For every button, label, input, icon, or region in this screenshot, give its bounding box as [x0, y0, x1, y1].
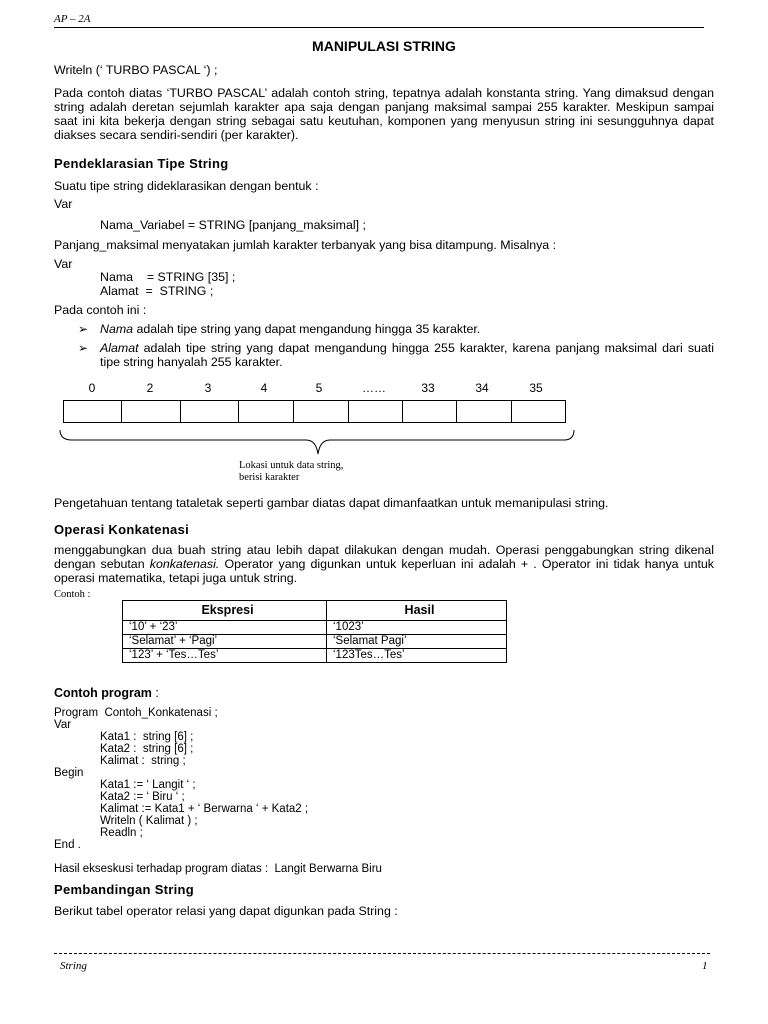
caption-line: berisi karakter	[239, 472, 300, 483]
table-cell: ‘Selamat Pagi’	[327, 635, 507, 649]
diagram-note: Pengetahuan tentang tataletak seperti gambar diatas dapat dimanfaatkan untuk memanipulasi string.	[54, 496, 609, 510]
code-line: End .	[54, 839, 81, 851]
cell-index: 3	[204, 381, 212, 395]
column-header: Hasil	[327, 601, 507, 621]
declaration-nama: Nama = STRING [35] ;	[100, 270, 236, 284]
panjang-maksimal-explanation: Panjang_maksimal menyatakan jumlah karakter terbanyak yang bisa ditampung. Misalnya :	[54, 238, 557, 252]
code-line: Kata2 : string [6] ;	[100, 743, 194, 755]
bullet-term: Alamat	[100, 341, 139, 355]
string-cell	[122, 401, 181, 422]
bullet-term: Nama	[100, 322, 134, 336]
code-line: Var	[54, 719, 72, 731]
declaration-alamat: Alamat = STRING ;	[100, 284, 214, 298]
cell-index: 33	[421, 381, 435, 395]
column-header: Ekspresi	[123, 601, 327, 621]
table-header-row	[123, 601, 507, 621]
code-line: Kata2 := ‘ Biru ‘ ;	[100, 791, 185, 803]
code-line: Program Contoh_Konkatenasi ;	[54, 707, 218, 719]
caption-line: Lokasi untuk data string,	[239, 460, 344, 471]
footer-topic: String	[60, 960, 87, 972]
program-heading-colon: :	[151, 686, 159, 700]
arrow-bullet-icon: ➢	[78, 341, 89, 355]
intro-paragraph: Pada contoh diatas ‘TURBO PASCAL’ adalah contoh string, tepatnya adalah konstanta string. Yang dimaksud dengan string adalah deretan sejumlah karakter apa saja dengan panjang maksimal sampai 255 karakter. Meskipun sampai saat ini kita bekerja dengan string sebagai satu keutuhan, komponen yang menyusun string ini sesungguhnya dapat diakses secara sendiri-sendiri (per karakter).	[54, 86, 714, 142]
section-heading-comparison: Pembandingan String	[54, 882, 195, 897]
section-heading-declaration: Pendeklarasian Tipe String	[54, 156, 229, 171]
header-rule	[54, 27, 704, 28]
var-keyword: Var	[54, 257, 73, 271]
arrow-bullet-icon: ➢	[78, 322, 89, 336]
section-heading-concatenation: Operasi Konkatenasi	[54, 522, 190, 537]
table-cell: ‘1023’	[327, 621, 507, 635]
cell-index: ……	[362, 381, 386, 395]
string-cell	[403, 401, 457, 422]
page-title: MANIPULASI STRING	[312, 38, 456, 54]
var-keyword: Var	[54, 197, 73, 211]
code-line: Writeln ( Kalimat ) ;	[100, 815, 198, 827]
program-result: Hasil ekseskusi terhadap program diatas : Langit Berwarna Biru	[54, 863, 382, 875]
cell-index: 4	[260, 381, 268, 395]
cell-index: 2	[146, 381, 154, 395]
example-intro: Pada contoh ini :	[54, 303, 147, 317]
table-row	[123, 621, 507, 635]
comparison-intro: Berikut tabel operator relasi yang dapat digunkan pada String :	[54, 904, 398, 918]
string-cell	[181, 401, 239, 422]
declaration-intro: Suatu tipe string dideklarasikan dengan bentuk :	[54, 179, 319, 193]
paragraph-term: konkatenasi.	[149, 557, 220, 571]
paragraph-text: menggabungkan dua buah string atau lebih dapat dilakukan dengan mudah. Operasi penggabungkan string dikenal dengan sebutan	[54, 543, 714, 571]
string-cell	[294, 401, 349, 422]
page-number: 1	[702, 960, 708, 972]
string-cell	[239, 401, 294, 422]
cell-index: 34	[475, 381, 489, 395]
code-line: Begin	[54, 767, 84, 779]
bullet-description: adalah tipe string yang dapat mengandung hingga 255 karakter, karena panjang maksimal dari suati tipe string hanyalah 255 karakter.	[100, 341, 714, 369]
header-course-code: AP – 2A	[54, 13, 91, 25]
table-row	[123, 649, 507, 663]
cell-index: 35	[529, 381, 543, 395]
intro-code-line: Writeln (‘ TURBO PASCAL ‘) ;	[54, 63, 218, 77]
table-cell: ‘Selamat’ + ‘Pagi’	[123, 635, 327, 649]
code-line: Kalimat := Kata1 + ‘ Berwarna ‘ + Kata2 ;	[100, 803, 309, 815]
footer-rule	[54, 953, 710, 954]
diagram-caption	[239, 460, 343, 484]
table-cell: ‘123’ + ‘Tes…Tes’	[123, 649, 327, 663]
concatenation-paragraph	[54, 543, 714, 585]
table-cell: ‘123Tes…Tes’	[327, 649, 507, 663]
string-cell	[512, 401, 565, 422]
string-cell	[457, 401, 512, 422]
program-heading-label: Contoh program	[54, 686, 152, 700]
bullet-nama	[100, 322, 714, 336]
bullet-description: adalah tipe string yang dapat mengandung hingga 35 karakter.	[133, 322, 481, 336]
string-cell	[64, 401, 122, 422]
contoh-label: Contoh :	[54, 589, 91, 600]
paragraph-text: Operator yang digunkan untuk keperluan ini adalah + . Operator ini tidak hanya untuk operasi matematika, tetapi juga untuk string.	[54, 557, 715, 585]
brace-icon	[58, 426, 578, 458]
bullet-alamat	[100, 341, 714, 369]
cell-index: 5	[315, 381, 323, 395]
code-line: Kalimat : string ;	[100, 755, 186, 767]
table-cell: ‘10’ + ‘23’	[123, 621, 327, 635]
string-cell-array	[63, 400, 566, 423]
code-line: Kata1 : string [6] ;	[100, 731, 194, 743]
program-heading	[54, 686, 159, 700]
general-declaration: Nama_Variabel = STRING [panjang_maksimal] ;	[100, 218, 366, 232]
string-cell	[349, 401, 403, 422]
code-line: Readln ;	[100, 827, 143, 839]
code-line: Kata1 := ‘ Langit ‘ ;	[100, 779, 196, 791]
table-row	[123, 635, 507, 649]
concatenation-table	[122, 600, 507, 663]
cell-index: 0	[88, 381, 96, 395]
